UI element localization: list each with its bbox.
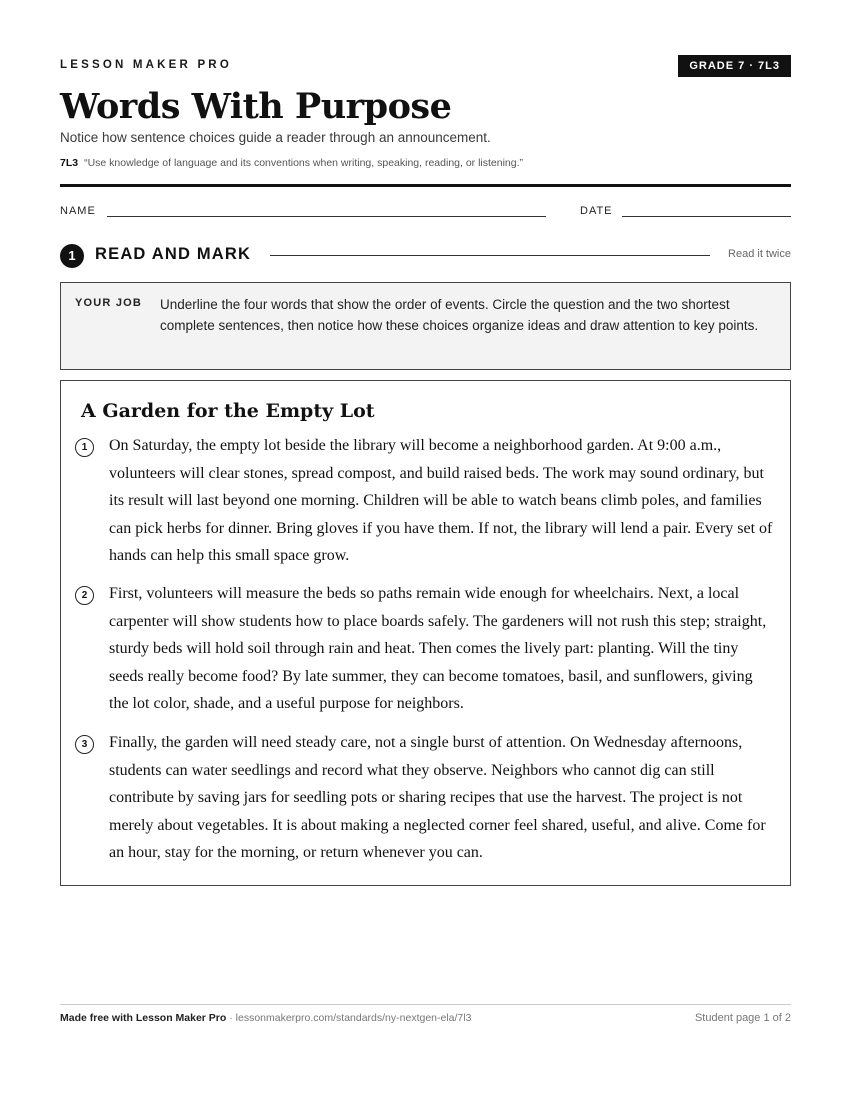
- grade-badge: GRADE 7 · 7L3: [678, 55, 791, 77]
- paragraph-text: On Saturday, the empty lot beside the library will become a neighborhood garden. At 9:00 a.m., volunteers will clear stones, spread compost, and build raised beds. The work may sound ordinary, but its result will last beyond one morning. Children will be able to watch beans climb poles, and families can pick herbs for dinner. Bring gloves if you have them. If not, the library will lend a pair. Every set of hands can help this small space grow.: [109, 437, 773, 564]
- paragraph-number: 3: [75, 735, 94, 754]
- section-title: READ AND MARK: [95, 245, 252, 263]
- paragraph-number: 2: [75, 586, 94, 605]
- passage-title: A Garden for the Empty Lot: [81, 400, 375, 422]
- standard-text: “Use knowledge of language and its conventions when writing, speaking, reading, or listening.”: [84, 157, 524, 169]
- header-divider: [60, 184, 791, 187]
- section-number: 1: [60, 244, 84, 268]
- instructions-text: Underline the four words that show the order of events. Circle the question and the two shortest complete sentences, then notice how these choices organize ideas and draw attention to key points.: [160, 297, 759, 333]
- reading-passage: [60, 380, 791, 886]
- paragraph-text: Finally, the garden will need steady care, not a single burst of attention. On Wednesday afternoons, students can water seedlings and record what they observe. Neighbors who cannot dig can still contribute by saving jars for seedling pots or sharing recipes that use the harvest. The project is not merely about vegetables. It is about making a neglected corner feel shared, useful, and alive. Come for an hour, stay for the morning, or return whenever you can.: [109, 734, 766, 861]
- footer-separator: ·: [226, 1012, 236, 1024]
- date-label: DATE: [580, 205, 613, 217]
- footer-credit: [60, 1012, 471, 1024]
- date-field[interactable]: [622, 216, 791, 217]
- page-title: Words With Purpose: [60, 86, 452, 127]
- top-bar: [60, 55, 791, 79]
- section-note: Read it twice: [728, 248, 791, 260]
- footer-url[interactable]: lessonmakerpro.com/standards/ny-nextgen-ela/7l3: [235, 1012, 472, 1024]
- instructions-box: [60, 282, 791, 370]
- page-indicator: Student page 1 of 2: [694, 1012, 791, 1024]
- section-header: [60, 243, 791, 267]
- page-subtitle: Notice how sentence choices guide a reader through an announcement.: [60, 130, 491, 145]
- name-field[interactable]: [107, 216, 546, 217]
- brand-name: LESSON MAKER PRO: [60, 59, 232, 71]
- instructions-label: YOUR JOB: [75, 297, 143, 309]
- student-info-row: [60, 205, 791, 221]
- section-divider: [270, 255, 710, 256]
- standard-code: 7L3: [60, 157, 79, 169]
- standard-line: [60, 157, 523, 169]
- name-label: NAME: [60, 205, 96, 217]
- footer-maker: Made free with Lesson Maker Pro: [60, 1012, 227, 1024]
- footer-divider: [60, 1004, 791, 1005]
- paragraph-number: 1: [75, 438, 94, 457]
- paragraph-text: First, volunteers will measure the beds so paths remain wide enough for wheelchairs. Next, a local carpenter will show students how to place boards safely. The gardeners will not rush this step; straight, sturdy beds will hold soil through rain and heat. Then comes the lively part: planting. Will the tiny seeds really become food? By late summer, they can become tomatoes, basil, and sunflowers, giving the lot color, shade, and a useful purpose for neighbors.: [109, 585, 767, 712]
